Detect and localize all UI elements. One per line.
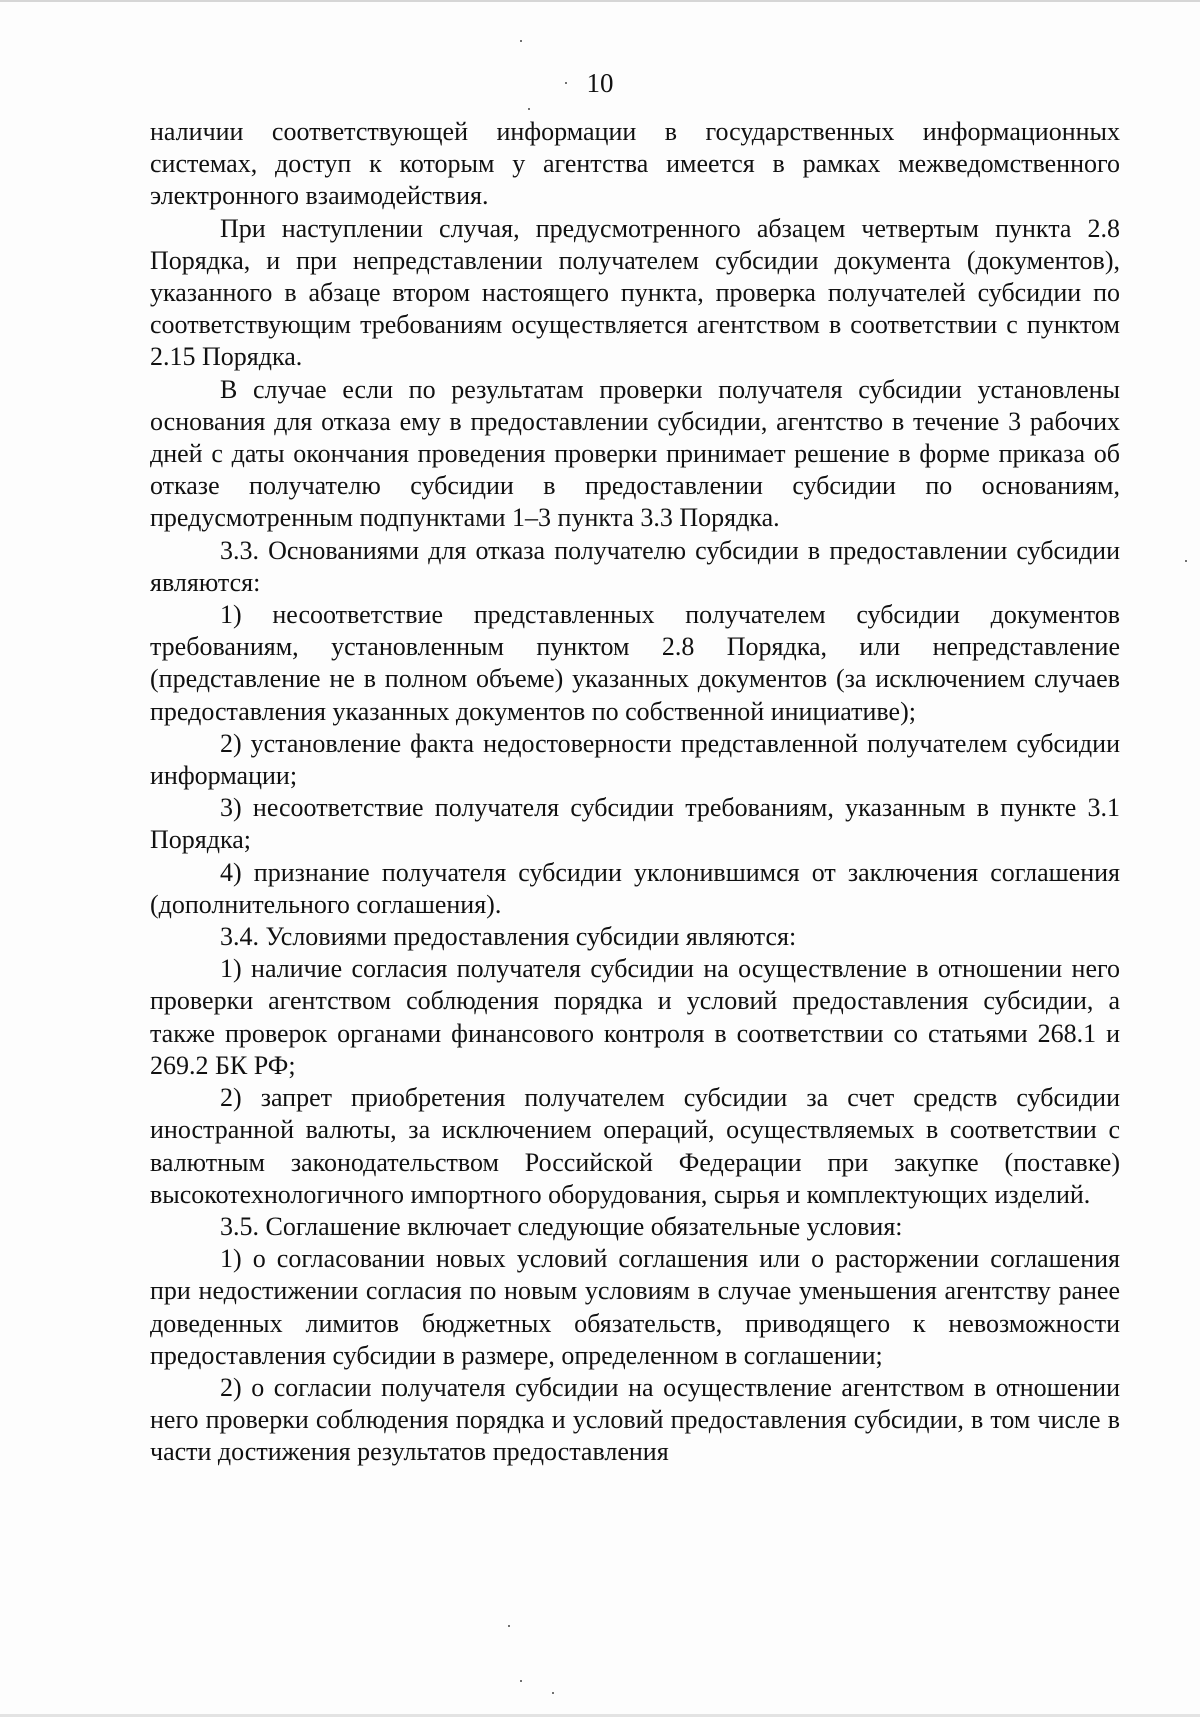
section-3-3-item-1: 1) несоответствие представленных получателем субсидии документов требованиям, установленным пунктом 2.8 Порядка, или непредставление (представление не в полном объеме) указанных документов (за исключением случаев предоставления указанных документов по собственной инициативе); [150, 600, 1120, 726]
paragraph-verification-procedure: При наступлении случая, предусмотренного абзацем четвертым пункта 2.8 Порядка, и при непредставлении получателем субсидии документа (документов), указанного в абзаце втором настоящего пункта, проверка получателей субсидии по соответствующим требованиям осуществляется агентством в соответствии с пунктом 2.15 Порядка. [150, 213, 1120, 372]
page-number: 10 [586, 68, 614, 98]
paragraph-refusal-decision: В случае если по результатам проверки получателя субсидии установлены основания для отказа ему в предоставлении субсидии, агентство в течение 3 рабочих дней с даты окончания проведения проверки принимает решение в форме приказа об отказе получателю субсидии в предоставлении субсидии по основаниям, предусмотренным подпунктами 1–3 пункта 3.3 Порядка. [150, 374, 1120, 533]
section-3-4-item-2: 2) запрет приобретения получателем субсидии за счет средств субсидии иностранной валюты, за исключением операций, осуществляемых в соответствии с валютным законодательством Российской Федерации при закупке (поставке) высокотехнологичного импортного оборудования, сырья и комплектующих изделий. [150, 1083, 1120, 1209]
scan-speck [508, 1625, 510, 1627]
section-3-5-item-1: 1) о согласовании новых условий соглашения или о расторжении соглашения при недостижении согласия по новым условиям в случае уменьшения агентству ранее доведенных лимитов бюджетных обязательств, приводящего к невозможности предоставления субсидии в размере, определенном в соглашении; [150, 1244, 1120, 1370]
scan-top-edge [0, 0, 1200, 2]
section-3-3-item-3: 3) несоответствие получателя субсидии требованиям, указанным в пункте 3.1 Порядка; [150, 793, 1120, 855]
section-3-3-item-2: 2) установление факта недостоверности представленной получателем субсидии информации; [150, 728, 1120, 791]
section-3-5-heading: 3.5. Соглашение включает следующие обязательные условия: [220, 1211, 903, 1241]
section-3-3-item-4: 4) признание получателя субсидии уклонившимся от заключения соглашения (дополнительного соглашения). [150, 857, 1120, 919]
paragraph-continuation: наличии соответствующей информации в государственных информационных системах, доступ к которым у агентства имеется в рамках межведомственного электронного взаимодействия. [150, 117, 1120, 211]
section-3-3-heading: 3.3. Основаниями для отказа получателю субсидии в предоставлении субсидии являются: [150, 535, 1120, 597]
scan-speck [528, 108, 530, 110]
scan-speck [520, 1680, 522, 1682]
section-3-4-item-1: 1) наличие согласия получателя субсидии на осуществление в отношении него проверки агентством соблюдения порядка и условий предоставления субсидии, а также проверок органами финансового контроля в соответствии со статьями 268.1 и 269.2 БК РФ; [150, 954, 1120, 1080]
section-3-5-item-2: 2) о согласии получателя субсидии на осуществление агентством в отношении него проверки соблюдения порядка и условий предоставления субсидии, в том числе в части достижения результатов предоставления [150, 1372, 1120, 1467]
document-body [150, 116, 1120, 1469]
scan-speck [520, 40, 522, 42]
scan-speck [565, 82, 567, 84]
scan-speck [552, 1692, 554, 1694]
section-3-4-heading: 3.4. Условиями предоставления субсидии являются: [220, 922, 797, 952]
scan-speck [1185, 560, 1187, 562]
